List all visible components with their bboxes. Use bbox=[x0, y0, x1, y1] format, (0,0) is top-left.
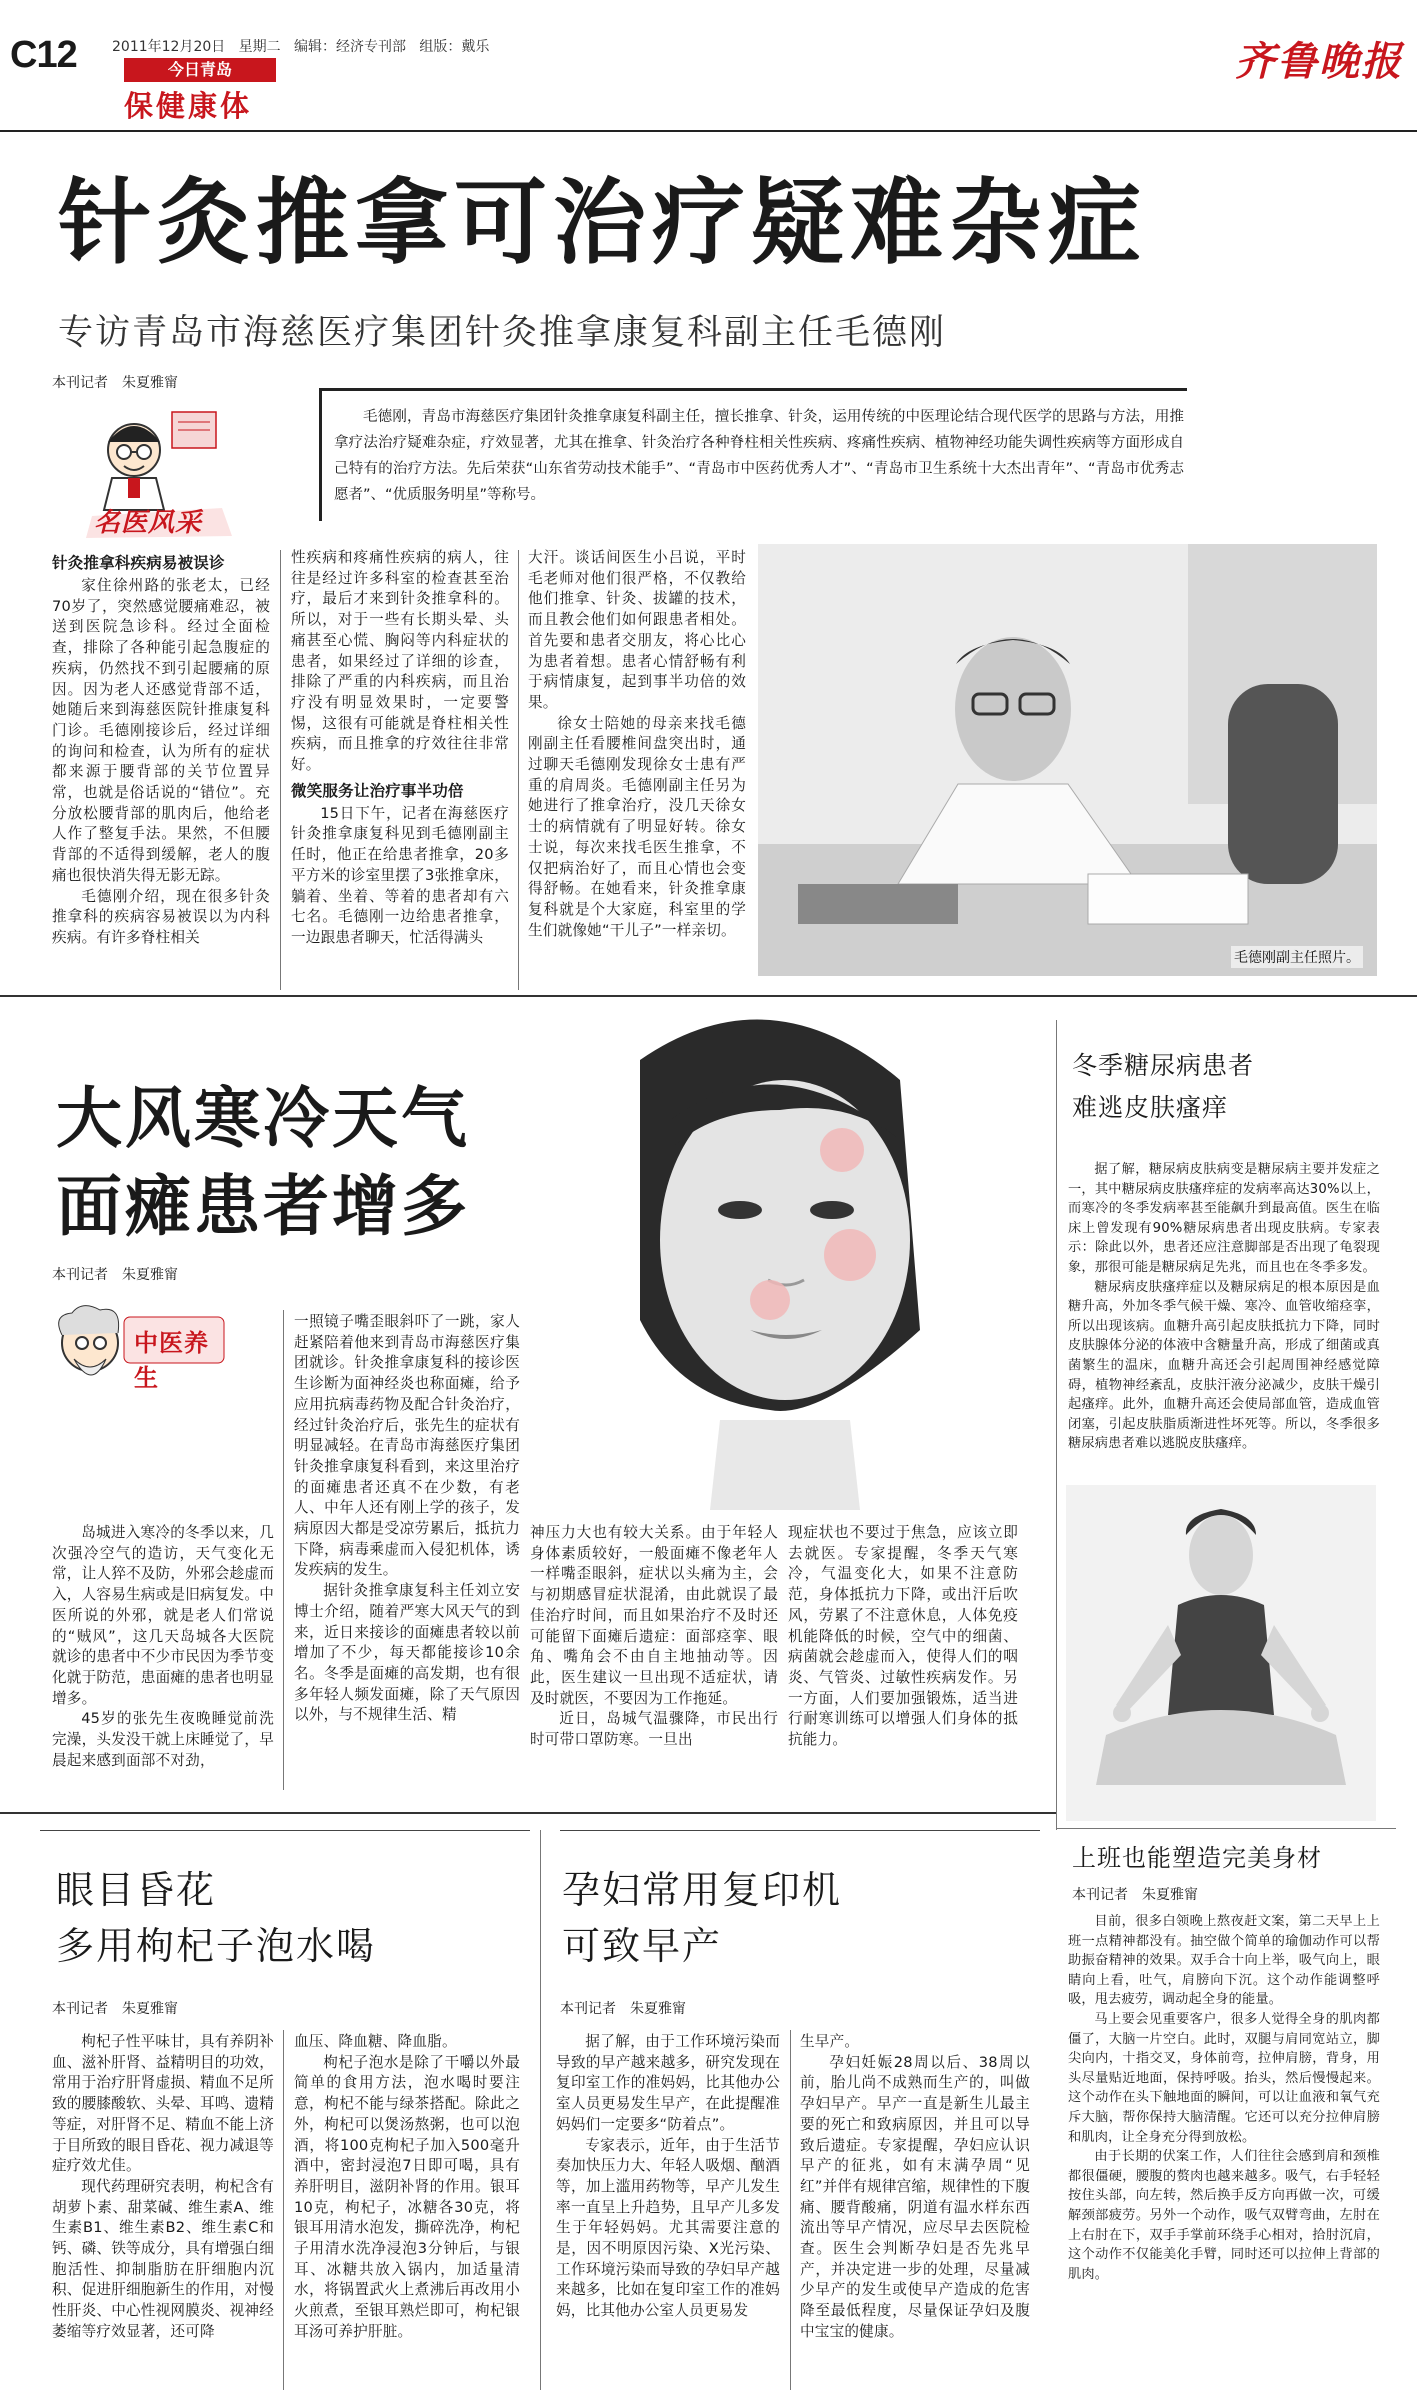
paragraph: 糖尿病皮肤瘙痒症以及糖尿病足的根本原因是血糖升高，外加冬季气候干燥、寒冷、血管收缩痉挛，所以出现该病。血糖升高引起皮肤抵抗力下降，同时皮肤腺体分泌的体液中含糖量升高，形成了细菌或真菌繁生的温床，血糖升高还会引起周围神经感觉障碍，植物神经紊乱，皮肤汗液分泌减少，皮肤干燥引起瘙痒。此外，血糖升高还会使局部血管，造成血管闭塞，引起皮肤脂质渐进性坏死等。所以，冬季很多糖尿病患者难以逃脱皮肤瘙痒。 bbox=[1068, 1279, 1380, 1452]
paragraph: 枸杞子性平味甘，具有养阴补血、滋补肝肾、益精明目的功效，常用于治疗肝肾虚损、精血不足所致的腰膝酸软、头晕、耳鸣、遗精等症，对肝肾不足、精血不能上济于目所致的眼目昏花、视力减退等症疗效尤佳。 bbox=[52, 2033, 274, 2175]
paragraph: 现症状也不要过于焦急，应该立即去就医。专家提醒，冬季天气寒冷，气温变化大，如果不注意防范，身体抵抗力下降，或出汗后吹风，劳累了不注意休息，人体免疫机能降低的时候，空气中的细菌、病菌就会趁虚而入，使得人们的咽炎、气管炎、过敏性疾病发作。另一方面，人们要加强锻炼，适当进行耐寒训练可以增强人们身体的抵抗能力。 bbox=[788, 1524, 1018, 1749]
header-meta bbox=[112, 36, 489, 56]
paragraph: 据针灸推拿康复科主任刘立安博士介绍，随着严寒大风天气的到来，近日来接诊的面瘫患者较以前增加了不少，每天都能接诊10余名。冬季是面瘫的高发期，也有很多年轻人频发面瘫，除了天气原因以外，与不规律生活、精 bbox=[294, 1582, 520, 1724]
article1-subhead1: 针灸推拿科疾病易被误诊 bbox=[52, 554, 225, 572]
paragraph: 徐女士陪她的母亲来找毛德刚副主任看腰椎间盘突出时，通过聊天毛德刚发现徐女士患有严重的肩周炎。毛德刚副主任另为她进行了推拿治疗，没几天徐女士的病情就有了明显好转。徐女士说，每次来找毛医生推拿，不仅把病治好了，而且心情也会变得舒畅。在她看来，针灸推拿康复科就是个大家庭，科室里的学生们就像她“干儿子”一样亲切。 bbox=[528, 714, 746, 939]
woman-face-image bbox=[520, 1000, 1040, 1510]
article1-title: 针灸推拿可治疗疑难杂症 bbox=[58, 169, 1147, 277]
article2-title-line1: 大风寒冷天气 bbox=[56, 1080, 470, 1157]
woman-face-photo bbox=[520, 1000, 1040, 1510]
famous-doctor-logo bbox=[72, 398, 247, 540]
article4-title: 上班也能塑造完美身材 bbox=[1072, 1844, 1322, 1872]
famous-doctor-logo-text: 名医风采 bbox=[94, 508, 203, 538]
article5-column2 bbox=[294, 2032, 520, 2343]
article2-column4 bbox=[788, 1523, 1018, 1751]
column-rule bbox=[1056, 1020, 1057, 1830]
section-title: 保健康体 bbox=[124, 89, 253, 123]
tcm-health-logo bbox=[52, 1295, 232, 1405]
article6-column1 bbox=[556, 2032, 780, 2322]
article2-column3 bbox=[530, 1523, 778, 1751]
paragraph: 据了解，由于工作环境污染而导致的早产越来越多，研究发现在复印室工作的准妈妈，比其他办公室人员更易发生早产，在此提醒准妈妈们一定要多“防着点”。 bbox=[556, 2033, 780, 2133]
article6-title-line1: 孕妇常用复印机 bbox=[562, 1868, 843, 1912]
article3-body bbox=[1068, 1160, 1380, 1454]
paragraph: 生早产。 bbox=[800, 2033, 860, 2050]
article6-frame bbox=[560, 1830, 1040, 1831]
paragraph: 近日，岛城气温骤降，市民出行时可带口罩防寒。一旦出 bbox=[530, 1710, 778, 1749]
section-divider bbox=[1056, 1828, 1396, 1829]
article6-byline: 本刊记者 朱夏雅甯 bbox=[560, 2001, 686, 2017]
paragraph: 性疾病和疼痛性疾病的病人，往往是经过许多科室的检查甚至治疗，最后才来到针灸推拿科的。所以，对于一些有长期头晕、头痛甚至心慌、胸闷等内科症状的患者，如果经过了详细的诊查，排除了严重的内科疾病，而且治疗没有明显效果时，一定要警惕，这很有可能就是脊柱相关性疾病，而且推拿的疗效往往非常好。 bbox=[291, 549, 509, 774]
paragraph: 血压、降血糖、降血脂。 bbox=[294, 2033, 457, 2050]
paragraph: 家住徐州路的张老太，已经70岁了，突然感觉腰痛难忍，被送到医院急诊科。经过全面检查，排除了各种能引起急腹症的疾病，仍然找不到引起腰痛的原因。因为老人还感觉背部不适，她随后来到海慈医院针推康复科门诊。毛德刚接诊后，经过详细的询问和检查，认为所有的症状都来源于腰背部的关节位置异常，也就是俗话说的“错位”。充分放松腰背部的肌肉后，他给老人作了整复手法。果然，不但腰背部的不适得到缓解，老人的腹痛也很快消失得无影无踪。 bbox=[52, 577, 270, 884]
paragraph: 神压力大也有较大关系。由于年轻人身体素质较好，一般面瘫不像老年人一样嘴歪眼斜，症状以头痛为主，会与初期感冒症状混淆，由此就误了最佳治疗时间，而且如果治疗不及时还可能留下面瘫后遗症：面部痉挛、眼角、嘴角会不由自主地抽动等。因此，医生建议一旦出现不适症状，请及时就医，不要因为工作拖延。 bbox=[530, 1524, 778, 1707]
paragraph: 15日下午，记者在海慈医疗针灸推拿康复科见到毛德刚副主任时，他正在给患者推拿，20多平方米的诊室里摆了3张推拿床，躺着、坐着、等着的患者却有六七名。毛德刚一边给患者推拿，一边跟患者聊天，忙活得满头 bbox=[291, 804, 509, 946]
article6-title-line2: 可致早产 bbox=[562, 1924, 723, 1968]
yoga-woman-photo bbox=[1066, 1485, 1376, 1821]
column-rule bbox=[790, 2030, 791, 2390]
article1-column3 bbox=[528, 548, 746, 941]
doctor-photo bbox=[758, 544, 1377, 976]
article5-title-line2: 多用枸杞子泡水喝 bbox=[56, 1924, 377, 1968]
article5-title-line1: 眼目昏花 bbox=[56, 1868, 217, 1912]
paragraph: 45岁的张先生夜晚睡觉前洗完澡，头发没干就上床睡觉了，早晨起来感到面部不对劲， bbox=[52, 1710, 274, 1769]
masthead-logo: 齐鲁晚报 bbox=[1235, 38, 1403, 85]
meditating-woman-image bbox=[1066, 1485, 1376, 1821]
page-number: C12 bbox=[10, 34, 77, 76]
paragraph: 孕妇妊娠28周以后、38周以前，胎儿尚不成熟而生产的，叫做孕妇早产。早产一直是新生儿最主要的死亡和致病原因，并且可以导致后遗症。专家提醒，孕妇应认识早产的征兆，如有末满孕周“见红”并伴有规律宫缩，规律性的下腹痛、腰背酸痛，阴道有温水样东西流出等早产情况，应尽早去医院检查。医生会判断孕妇是否先兆早产，并决定进一步的处理，尽量减少早产的发生或使早产造成的危害降至最低程度，尽量保证孕妇及腹中宝宝的健康。 bbox=[800, 2053, 1030, 2340]
column-rule bbox=[540, 1830, 541, 2390]
paragraph: 岛城进入寒冷的冬季以来，几次强冷空气的造访，天气变化无常，让人猝不及防，外邪会趁虚而入，人容易生病或是旧病复发。中医所说的外邪，就是老人们常说的“贼风”，这几天岛城各大医院就诊的患者中不少市民因为季节变化就于防范，患面瘫的患者也明显增多。 bbox=[52, 1524, 274, 1707]
doctor-at-desk-image bbox=[758, 544, 1377, 976]
article1-byline: 本刊记者 朱夏雅甯 bbox=[52, 375, 178, 391]
paragraph: 现代药理研究表明，枸杞含有胡萝卜素、甜菜碱、维生素A、维生素B1、维生素B2、维生素C和钙、磷、铁等成分，具有增强白细胞活性、抑制脂肪在肝细胞内沉积、促进肝细胞新生的作用，对慢性肝炎、中心性视网膜炎、视神经萎缩等疗效显著，还可降 bbox=[52, 2177, 274, 2340]
article6-column2 bbox=[800, 2032, 1030, 2343]
paragraph: 马上要会见重要客户，很多人觉得全身的肌肉都僵了，大脑一片空白。此时，双腿与肩同宽站立，脚尖向内，十指交叉，身体前弯，拉伸肩膀，背身，用头尽量贴近地面，保持呼吸。抬头，然后慢慢起来。这个动作在头下触地面的瞬间，可以让血液和氧气充斥大脑，帮你保持大脑清醒。它还可以充分拉伸肩膀和肌肉，让全身充分得到放松。 bbox=[1068, 2011, 1380, 2145]
paragraph: 专家表示，近年，由于生活节奏加快压力大、年轻人吸烟、酗酒等，加上滥用药物等，早产儿发生率一直呈上升趋势，且早产儿多发生于年轻妈妈。尤其需要注意的是，因不明原因污染、X光污染、工作环境污染而导致的孕妇早产越来越多，比如在复印室工作的准妈妈，比其他办公室人员更易发 bbox=[556, 2136, 780, 2320]
header-rule bbox=[0, 130, 1417, 132]
article2-column1 bbox=[52, 1523, 274, 1771]
article2-column2 bbox=[294, 1312, 520, 1726]
article1-intro: 毛德刚，青岛市海慈医疗集团针灸推拿康复科副主任，擅长推拿、针灸，运用传统的中医理论结合现代医学的思路与方法，用推拿疗法治疗疑难杂症，疗效显著，尤其在推拿、针灸治疗各种脊柱相关性疾病、疼痛性疾病、植物神经功能失调性疾病等方面形成自己特有的治疗方法。先后荣获“山东省劳动技术能手”、“青岛市中医药优秀人才”、“青岛市卫生系统十大杰出青年”、“青岛市优秀志愿者”、“优质服务明星”等称号。 bbox=[334, 409, 1184, 503]
column-rule bbox=[283, 1310, 284, 1790]
section-tag: 今日青岛 bbox=[124, 58, 276, 82]
article4-byline: 本刊记者 朱夏雅甯 bbox=[1072, 1887, 1198, 1903]
article1-column2 bbox=[291, 548, 509, 949]
paragraph: 由于长期的伏案工作，人们往往会感到肩和颈椎都很僵硬，腰腹的赘肉也越来越多。吸气，右手轻轻按住头部，向左转，然后换手反方向再做一次，可缓解颈部疲劳。另外一个动作，吸气双臂弯曲，左肘在上右肘在下，双手手掌前环绕手心相对，拾肘沉肩，这个动作不仅能美化手臂，同时还可以拉伸上背部的肌肉。 bbox=[1068, 2149, 1380, 2282]
column-rule bbox=[280, 550, 281, 990]
article6-title bbox=[562, 1862, 842, 1974]
header-date: 2011年12月20日 bbox=[112, 39, 226, 55]
header-layout: 组版：戴乐 bbox=[419, 39, 490, 55]
article3-title bbox=[1072, 1045, 1254, 1129]
tcm-health-logo-text: 中医养生 bbox=[134, 1329, 209, 1392]
article1-subtitle: 专访青岛市海慈医疗集团针灸推拿康复科副主任毛德刚 bbox=[58, 313, 947, 353]
header-editor: 编辑：经济专刊部 bbox=[293, 39, 406, 55]
paragraph: 据了解，糖尿病皮肤病变是糖尿病主要并发症之一，其中糖尿病皮肤瘙痒症的发病率高达30%以上，而寒冷的冬季发病率甚至能飙升到最高值。医生在临床上曾发现有90%糖尿病患者出现皮肤病。专家表示：除此以外，患者还应注意脚部是否出现了龟裂现象，那很可能是糖尿病足先兆，而且也在冬季多发。 bbox=[1068, 1162, 1380, 1275]
article3-title-line1: 冬季糖尿病患者 bbox=[1072, 1051, 1255, 1080]
article1-subhead2: 微笑服务让治疗事半功倍 bbox=[291, 781, 464, 800]
section-divider bbox=[0, 1812, 1056, 1814]
paragraph: 毛德刚介绍，现在很多针灸推拿科的疾病容易被误以为内科疾病。有许多脊柱相关 bbox=[52, 887, 270, 946]
article2-byline: 本刊记者 朱夏雅甯 bbox=[52, 1267, 178, 1283]
article5-title bbox=[56, 1862, 376, 1974]
paragraph: 大汗。谈话间医生小吕说，平时毛老师对他们很严格，不仅教给他们推拿、针灸、拔罐的技术，而且教会他们如何跟患者相处。首先要和患者交朋友，将心比心为患者着想。患者心情舒畅有利于病情康复，起到事半功倍的效果。 bbox=[528, 549, 746, 711]
article4-body bbox=[1068, 1912, 1380, 2284]
article3-title-line2: 难逃皮肤瘙痒 bbox=[1072, 1093, 1229, 1122]
article2-title-line2: 面瘫患者增多 bbox=[56, 1168, 470, 1245]
section-divider bbox=[0, 995, 1417, 997]
article5-byline: 本刊记者 朱夏雅甯 bbox=[52, 2001, 178, 2017]
doctor-photo-caption: 毛德刚副主任照片。 bbox=[1231, 946, 1363, 968]
header-weekday: 星期二 bbox=[238, 39, 281, 55]
article5-frame bbox=[40, 1830, 530, 1831]
paragraph: 一照镜子嘴歪眼斜吓了一跳，家人赶紧陪着他来到青岛市海慈医疗集团就诊。针灸推拿康复科的接诊医生诊断为面神经炎也称面瘫，给予应用抗病毒药物及配合针灸治疗，经过针灸治疗后，张先生的症状有明显减轻。在青岛市海慈医疗集团针灸推拿康复科看到，来这里治疗的面瘫患者还真不在少数，有老人、中年人还有刚上学的孩子，发病原因大都是受凉劳累后，抵抗力下降，病毒乘虚而入侵犯机体，诱发疾病的发生。 bbox=[294, 1313, 520, 1579]
article1-column1 bbox=[52, 548, 270, 949]
article2-title bbox=[56, 1075, 470, 1251]
column-rule bbox=[283, 2030, 284, 2390]
paragraph: 枸杞子泡水是除了干嚼以外最简单的食用方法，泡水喝时要注意，枸杞不能与绿茶搭配。除此之外，枸杞可以煲汤熬粥，也可以泡酒，将100克枸杞子加入500毫升酒中，密封浸泡7日即可喝，具有养肝明目，滋阴补肾的作用。银耳10克，枸杞子，冰糖各30克，将银耳用清水泡发，撕碎洗净，枸杞子用清水洗净浸泡3分钟后，与银耳、冰糖共放入锅内，加适量清水，将锅置武火上煮沸后再改用小火煎煮，至银耳熟烂即可，枸杞银耳汤可养护肝脏。 bbox=[294, 2053, 520, 2340]
column-rule bbox=[518, 550, 519, 990]
article5-column1 bbox=[52, 2032, 274, 2343]
paragraph: 目前，很多白领晚上熬夜赶文案，第二天早上上班一点精神都没有。抽空做个简单的瑜伽动作可以帮助振奋精神的效果。双手合十向上举，吸气向上，眼睛向上看，吐气，肩膀向下沉。这个动作能调整呼吸，甩去疲劳，调动起全身的能量。 bbox=[1068, 1914, 1380, 2008]
